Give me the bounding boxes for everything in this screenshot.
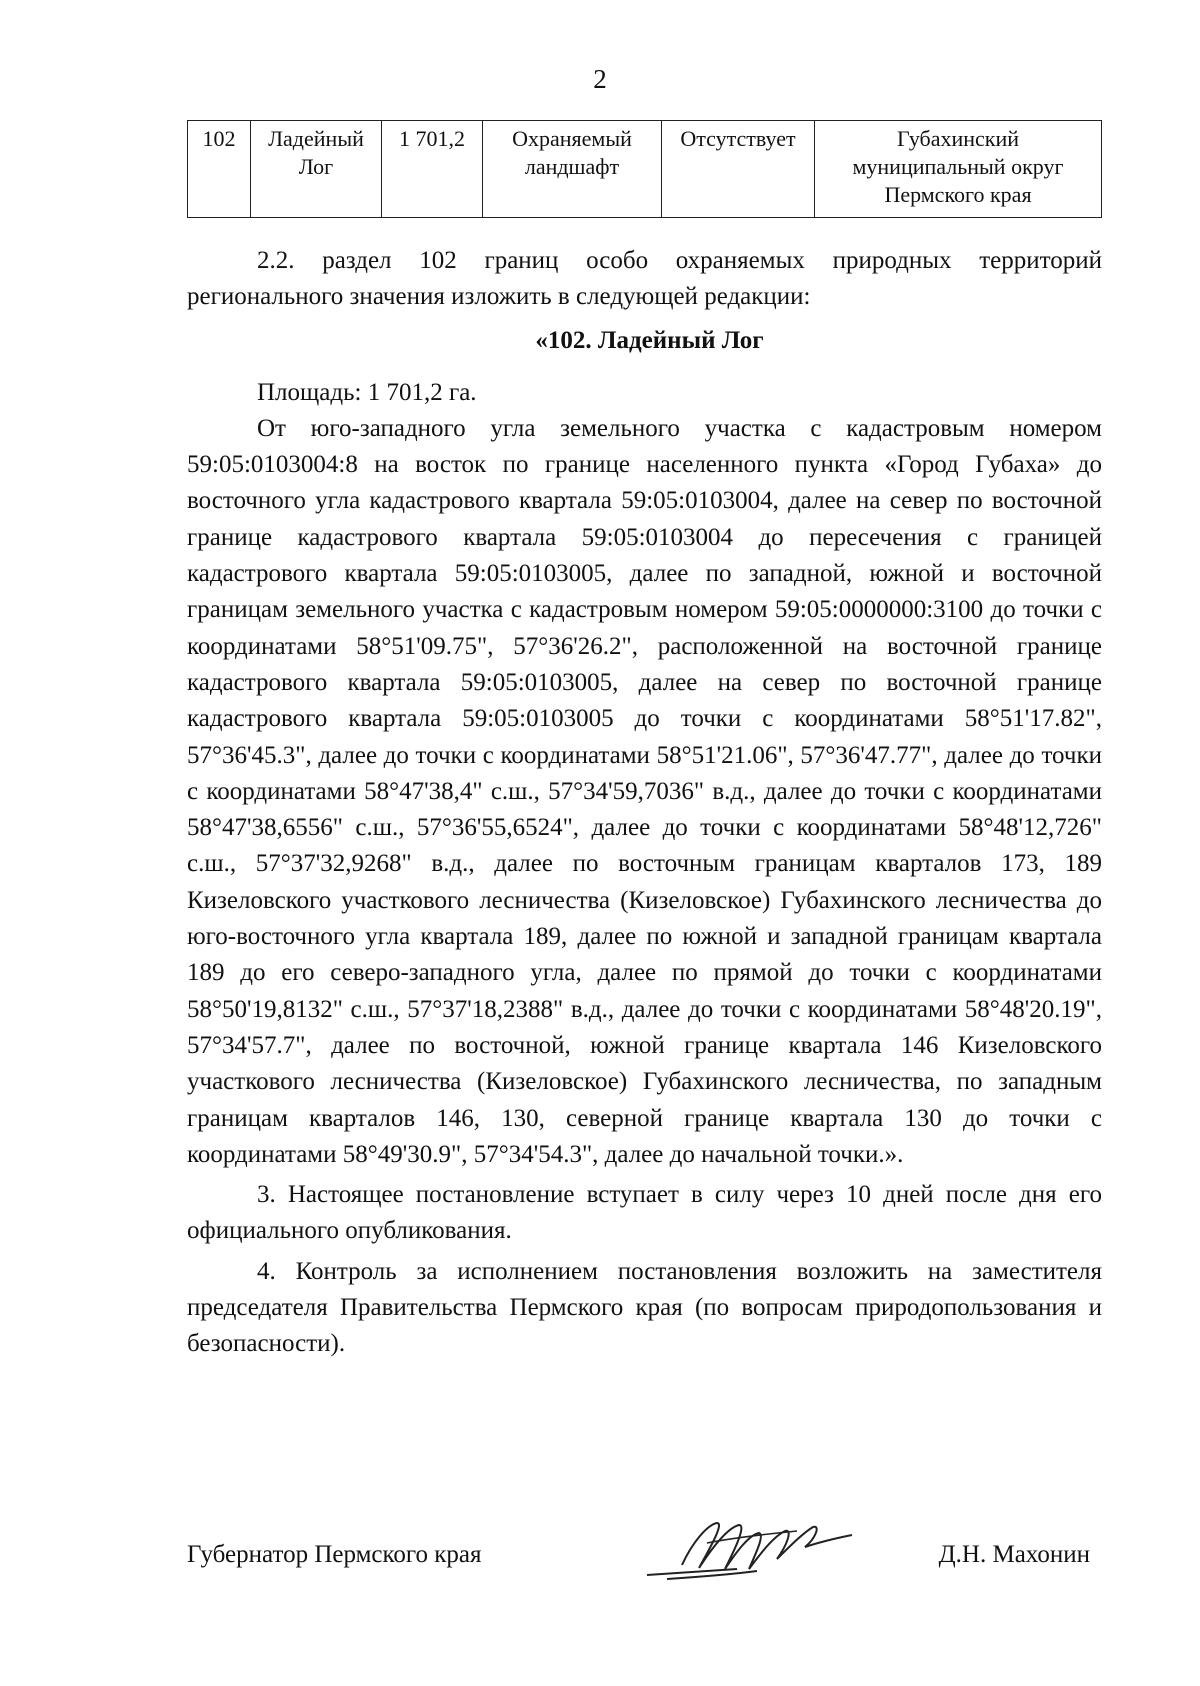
cell-status: Отсутствует [662,121,815,218]
paragraph-3: 3. Настоящее постановление вступает в силу через 10 дней после дня его официального опубликования. [187,1181,1102,1245]
signatory-name: Д.Н. Махонин [938,1541,1090,1568]
handwritten-signature [637,1513,867,1593]
paragraph-2-2: 2.2. раздел 102 границ особо охраняемых природных территорий регионального значения изложить в следующей редакции: [187,247,1102,311]
signature-block [187,1535,1102,1605]
area-line: Площадь: 1 701,2 га. [257,378,477,406]
boundary-description: От юго-западного угла земельного участка с кадастровым номером 59:05:0103004:8 на восток по границе населенного пункта «Город Губаха» до восточного угла кадастрового квартала 59:05:0103004, далее на север по восточной границе кадастрового квартала 59:05:0103004 до пересечения с границей кадастрового квартала 59:05:0103005, далее по западной, южной и восточной границам земельного участка с кадастровым номером 59:05:0000000:3100 до точки с координатами 58°51'09.75", 57°36'26.2", расположенной на восточной границе кадастрового квартала 59:05:0103005, далее на север по восточной границе кадастрового квартала 59:05:0103005 до точки с координатами 58°51'17.82", 57°36'45.3", далее до точки с координатами 58°51'21.06", 57°36'47.77", далее до точки с координатами 58°47'38,4" с.ш., 57°34'59,7036" в.д., далее до точки с координатами 58°47'38,6556" с.ш., 57°36'55,6524", далее до точки с координатами 58°48'12,726" с.ш., 57°37'32,9268" в.д., далее по восточным границам кварталов 173, 189 Кизеловского участкового лесничества (Кизеловское) Губахинского лесничества до юго-восточного угла квартала 189, далее по южной и западной границам квартала 189 до его северо-западного угла, далее по прямой до точки с координатами 58°50'19,8132" с.ш., 57°37'18,2388" в.д., далее до точки с координатами 58°48'20.19", 57°34'57.7", далее по восточной, южной границе квартала 146 Кизеловского участкового лесничества (Кизеловское) Губахинского лесничества, по западным границам кварталов 146, 130, северной границе квартала 130 до точки с координатами 58°49'30.9", 57°34'54.3", далее до начальной точки.». [187,414,1102,1168]
signatory-title: Губернатор Пермского края [187,1541,482,1568]
paragraph-4: 4. Контроль за исполнением постановления возложить на заместителя председателя Правительства Пермского края (по вопросам природопользования и безопасности). [187,1257,1102,1358]
cell-name: Ладейный Лог [251,121,382,218]
cell-area: 1 701,2 [382,121,483,218]
cell-number: 102 [188,121,251,218]
document-body [187,243,1102,1363]
section-heading: «102. Ладейный Лог [535,326,764,354]
cell-category: Охраняемый ландшафт [483,121,662,218]
table-row [188,121,1102,218]
summary-table [187,120,1102,218]
page-number: 2 [593,64,607,94]
cell-location: Губахинский муниципальный округ Пермского края [815,121,1102,218]
